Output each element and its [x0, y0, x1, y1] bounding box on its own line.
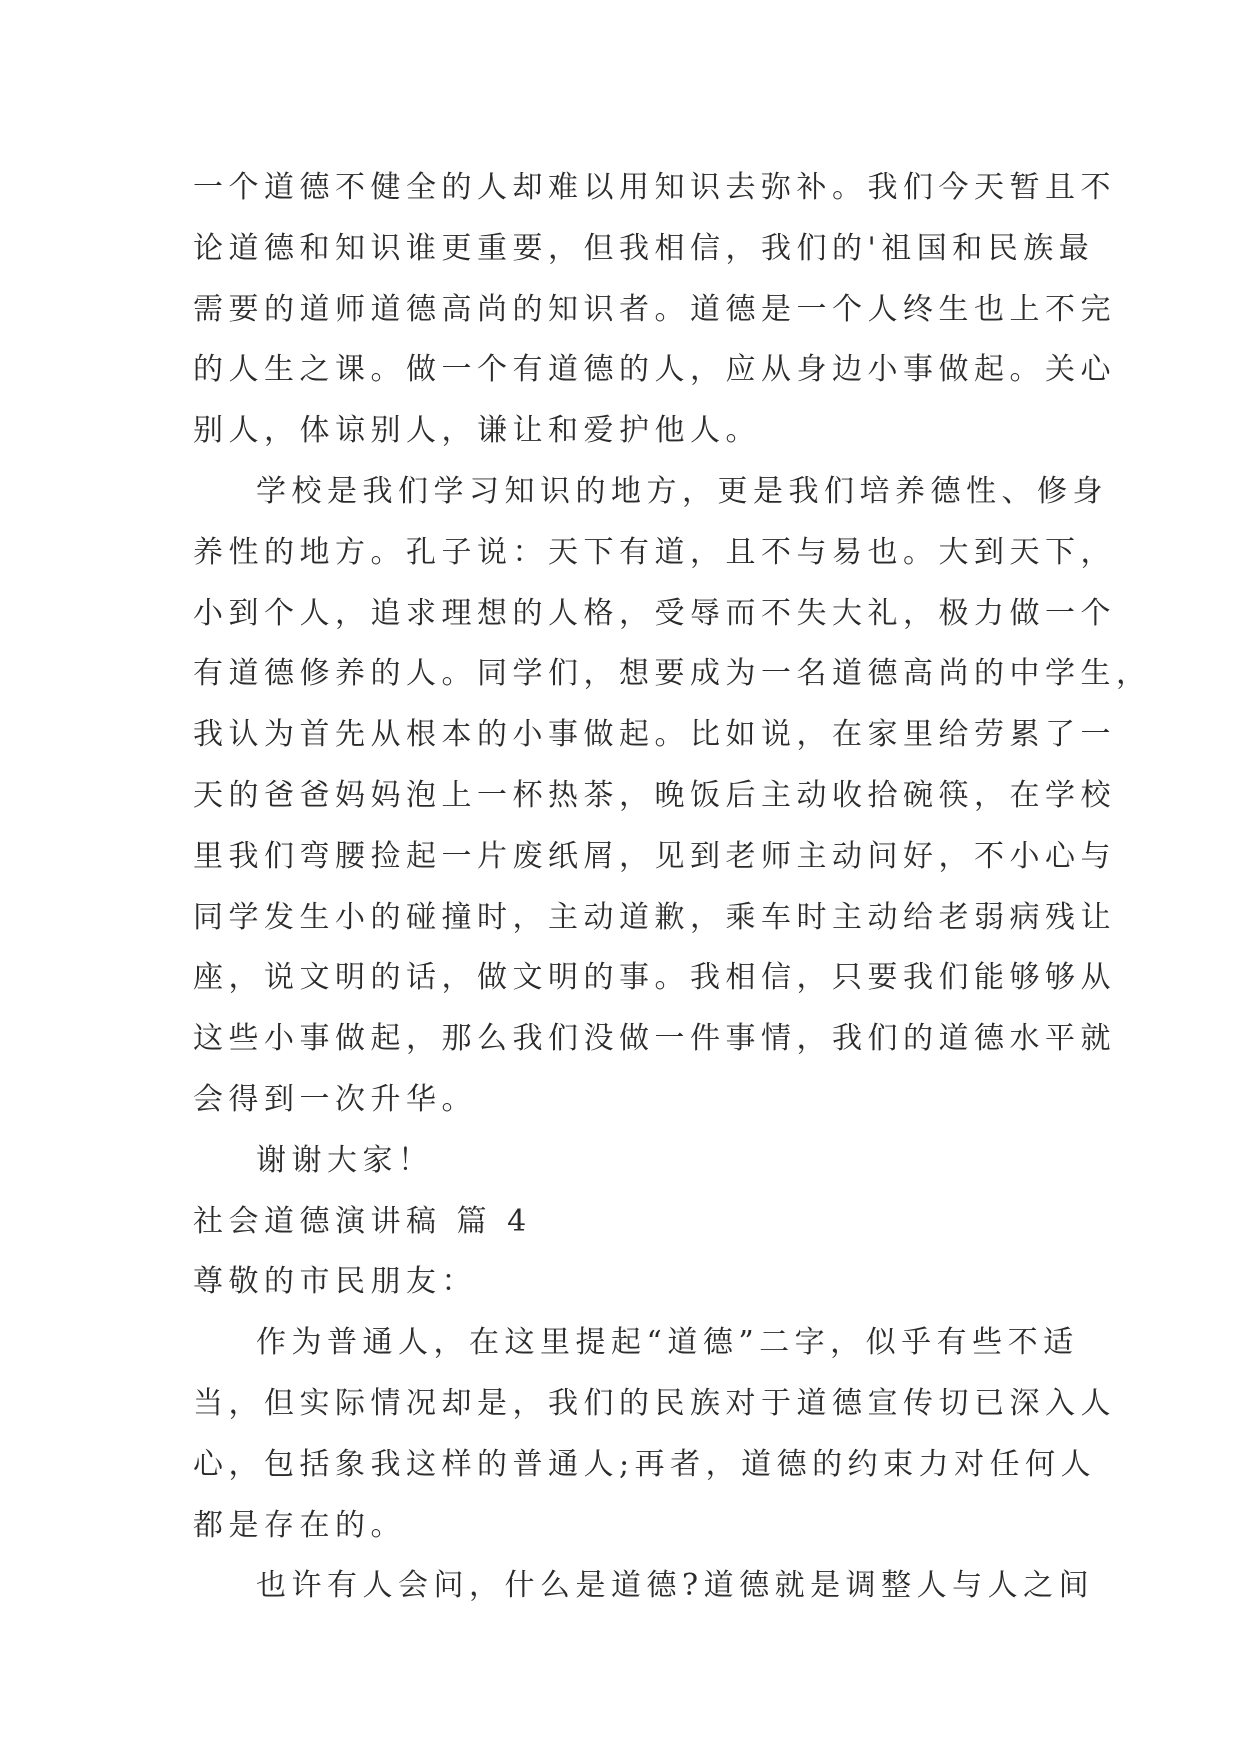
text-line: 会得到一次升华。: [193, 1081, 477, 1117]
paragraph-1: [193, 158, 1116, 462]
text-line: 我认为首先从根本的小事做起。比如说，在家里给劳累了一: [193, 717, 1116, 753]
text-line: 论道德和知识谁更重要，但我相信，我们的'祖国和民族最: [193, 230, 1095, 266]
text-line: 学校是我们学习知识的地方，更是我们培养德性、修身: [256, 473, 1108, 509]
text-line: 当，但实际情况却是，我们的民族对于道德宣传切已深入人: [193, 1385, 1116, 1421]
text-line: 作为普通人，在这里提起“道德”二字，似乎有些不适: [256, 1325, 1079, 1361]
text-line: 座，说文明的话，做文明的事。我相信，只要我们能够够从: [193, 960, 1116, 996]
text-line: 同学发生小的碰撞时，主动道歉，乘车时主动给老弱病残让: [193, 899, 1116, 935]
text-line: 天的爸爸妈妈泡上一杯热茶，晚饭后主动收拾碗筷，在学校: [193, 777, 1116, 813]
text-line: 里我们弯腰捡起一片废纸屑，见到老师主动问好，不小心与: [193, 838, 1116, 874]
text-line: 一个道德不健全的人却难以用知识去弥补。我们今天暂且不: [193, 170, 1116, 205]
text-line: 有道德修养的人。同学们，想要成为一名道德高尚的中学生，: [193, 656, 1152, 692]
text-line: 需要的道师道德高尚的知识者。道德是一个人终生也上不完: [193, 291, 1116, 327]
text-line: 也许有人会问，什么是道德?道德就是调整人与人之间: [256, 1568, 1095, 1604]
document-body: [193, 158, 1152, 1617]
text-line: 的人生之课。做一个有道德的人，应从身边小事做起。关心: [193, 352, 1116, 388]
closing-thanks: 谢谢大家！: [256, 1142, 434, 1178]
text-line: 养性的地方。孔子说：天下有道，且不与易也。大到天下，: [193, 534, 1116, 570]
text-line: 这些小事做起，那么我们没做一件事情，我们的道德水平就: [193, 1021, 1116, 1057]
salutation: 尊敬的市民朋友：: [193, 1264, 477, 1300]
text-line: 都是存在的。: [193, 1507, 406, 1543]
paragraph-4: [193, 1556, 1095, 1617]
text-line: 心，包括象我这样的普通人;再者，道德的约束力对任何人: [193, 1446, 1097, 1482]
text-line: 小到个人，追求理想的人格，受辱而不失大礼，极力做一个: [193, 595, 1116, 631]
paragraph-2: [193, 462, 1152, 1131]
paragraph-3: [193, 1313, 1116, 1556]
text-line: 别人，体谅别人，谦让和爱护他人。: [193, 413, 761, 449]
section-heading: 社会道德演讲稿 篇 4: [193, 1203, 532, 1239]
